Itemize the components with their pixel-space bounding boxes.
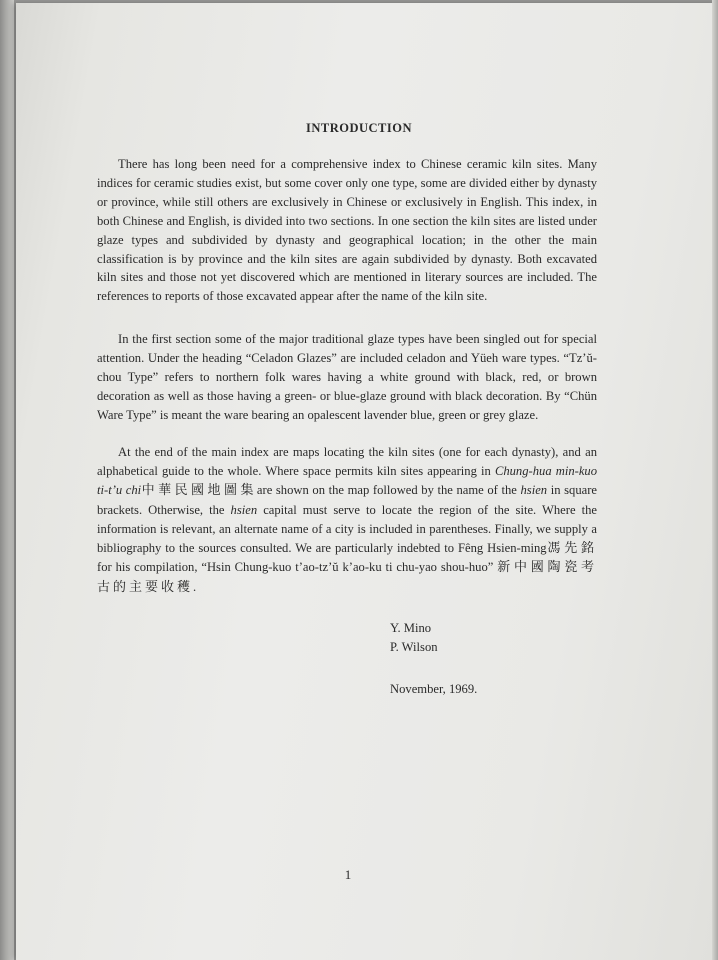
paragraph-2-text: In the first section some of the major traditional glaze types have been singled out for special attention. Under the heading “Celadon Glazes” are included celadon and Yüeh ware types. “Tz’ŭ-chou Type” refers to northern folk wares having a white ground with black, red, or brown decoration as well as those having a green- or blue-glaze ground with black decoration. By “Chün Ware Type” is meant the ware bearing an opalescent lavender blue, green or grey glaze. xyxy=(97,332,597,422)
work-title-chinese: 新中國陶瓷考古的主要收穫 xyxy=(97,560,597,596)
page-number: 1 xyxy=(344,867,352,882)
paragraph-3 xyxy=(97,443,597,598)
paragraph-3-part5: for his compilation, “Hsin Chung-kuo t’ao-tz’ŭ k’ao-ku ti chu-yao shou-huo” xyxy=(97,560,498,575)
page-title: INTRODUCTION xyxy=(305,121,412,135)
paragraph-1-text: There has long been need for a comprehensive index to Chinese ceramic kiln sites. Many indices for ceramic studies exist, but some cover only one type, some are divided either by dynasty or province, while still others are exclusively in Chinese or exclusively in English. This index, in both Chinese and English, is divided into two sections. In one section the kiln sites are listed under glaze types and subdivided by dynasty and geographical location; in the other the main classification is by province and the kiln sites are again subdivided by dynasty. Both excavated kiln sites and those not yet discovered which are mentioned in literary sources are included. The references to reports of those excavated appear after the name of the kiln site. xyxy=(97,157,597,304)
paragraph-3-part1: At the end of the main index are maps locating the kiln sites (one for each dynasty), and an alphabetical guide to the whole. Where space permits kiln sites appearing in xyxy=(97,445,597,478)
atlas-title: Chung-hua min-kuo ti-t’u chi xyxy=(97,463,598,497)
hsien-term-2: hsien xyxy=(230,502,258,517)
preface-date: November, 1969. xyxy=(390,682,478,696)
paragraph-3-part4: capital must serve to locate the region of the site. Where the information is relevant, an alternate name of a city is included in parentheses. Finally, we supply a bibliography to the sources consulted. We are particularly indebted to Fêng Hsien-ming xyxy=(97,502,597,555)
paragraph-3-part3: in square brackets. Otherwise, the xyxy=(97,482,597,517)
paragraph-3-part2: are shown on the map followed by the name of the xyxy=(256,482,521,497)
book-spine-shadow xyxy=(0,0,14,960)
feng-name-chinese: 馮先銘 xyxy=(546,540,597,556)
signature-mino: Y. Mino xyxy=(390,621,432,635)
paragraph-3-part6: . xyxy=(193,580,197,595)
hsien-term-1: hsien xyxy=(520,482,548,497)
signature-wilson: P. Wilson xyxy=(390,640,438,654)
paragraph-1 xyxy=(97,155,597,306)
page-right-edge xyxy=(712,0,718,960)
paragraph-2 xyxy=(97,330,597,425)
atlas-chinese: 中華民國地圖集 xyxy=(141,482,257,498)
